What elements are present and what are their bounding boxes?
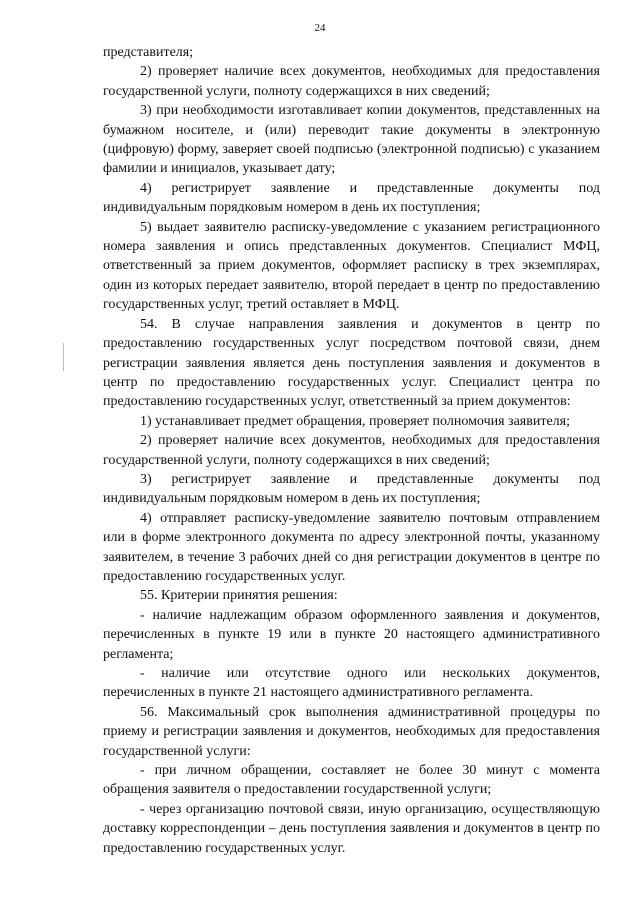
paragraph: 2) проверяет наличие всех документов, необходимых для предоставления государственной услуги, полноту содержащихся в них сведений; — [103, 64, 600, 99]
paragraph: 56. Максимальный срок выполнения административной процедуры по приему и регистрации заявления и документов, необходимых для предоставления государственной услуги: — [103, 704, 600, 759]
paragraph: 2) проверяет наличие всех документов, необходимых для предоставления государственной услуги, полноту содержащихся в них сведений; — [103, 433, 600, 468]
document-body — [103, 43, 600, 858]
paragraph: - наличие надлежащим образом оформленного заявления и документов, перечисленных в пункте 19 или в пункте 20 настоящего административного регламента; — [103, 607, 600, 662]
paragraph: 3) регистрирует заявление и представленные документы под индивидуальным порядковым номером в день их поступления; — [103, 471, 600, 507]
paragraph: - при личном обращении, составляет не более 30 минут с момента обращения заявителя о предоставлении государственной услуги; — [103, 763, 600, 798]
paragraph: - через организацию почтовой связи, иную организацию, осуществляющую доставку корреспонденции – день поступления заявления и документов в центр по предоставлению государственных услуг. — [103, 801, 600, 856]
paragraph: 5) выдает заявителю расписку-уведомление с указанием регистрационного номера заявления и опись представленных документов. Специалист МФЦ, ответственный за прием документов, оформляет расписку в трех экземплярах, один из которых передает заявителю, второй передает в центр по предоставлению государственных услуг, третий оставляет в МФЦ. — [103, 219, 600, 313]
paragraph: 54. В случае направления заявления и документов в центр по предоставлению государственных услуг посредством почтовой связи, днем регистрации заявления является день поступления заявления и документов в центр по предоставлению государственных услуг. Специалист центра по предоставлению государственных услуг, ответственный за прием документов: — [103, 316, 600, 410]
paragraph: 3) при необходимости изготавливает копии документов, представленных на бумажном носителе, и (или) переводит такие документы в электронную (цифровую) форму, заверяет своей подписью (электронной подписью) с указанием фамилии и инициалов, указывает дату; — [103, 103, 600, 177]
paragraph: 1) устанавливает предмет обращения, проверяет полномочия заявителя; — [140, 413, 570, 429]
paragraph: 55. Критерии принятия решения: — [140, 588, 338, 604]
paragraph: - наличие или отсутствие одного или нескольких документов, перечисленных в пункте 21 настоящего административного регламента. — [103, 666, 600, 701]
paragraph: 4) отправляет расписку-уведомление заявителю почтовым отправлением или в форме электронного документа по адресу электронной почты, указанному заявителем, в течение 3 рабочих дней со дня регистрации документов в центре по предоставлению государственных услуг. — [103, 510, 600, 584]
paragraph: 4) регистрирует заявление и представленные документы под индивидуальным порядковым номером в день их поступления; — [103, 180, 600, 216]
margin-mark — [63, 343, 64, 371]
paragraph: представителя; — [103, 45, 194, 60]
page-number: 24 — [314, 22, 326, 34]
